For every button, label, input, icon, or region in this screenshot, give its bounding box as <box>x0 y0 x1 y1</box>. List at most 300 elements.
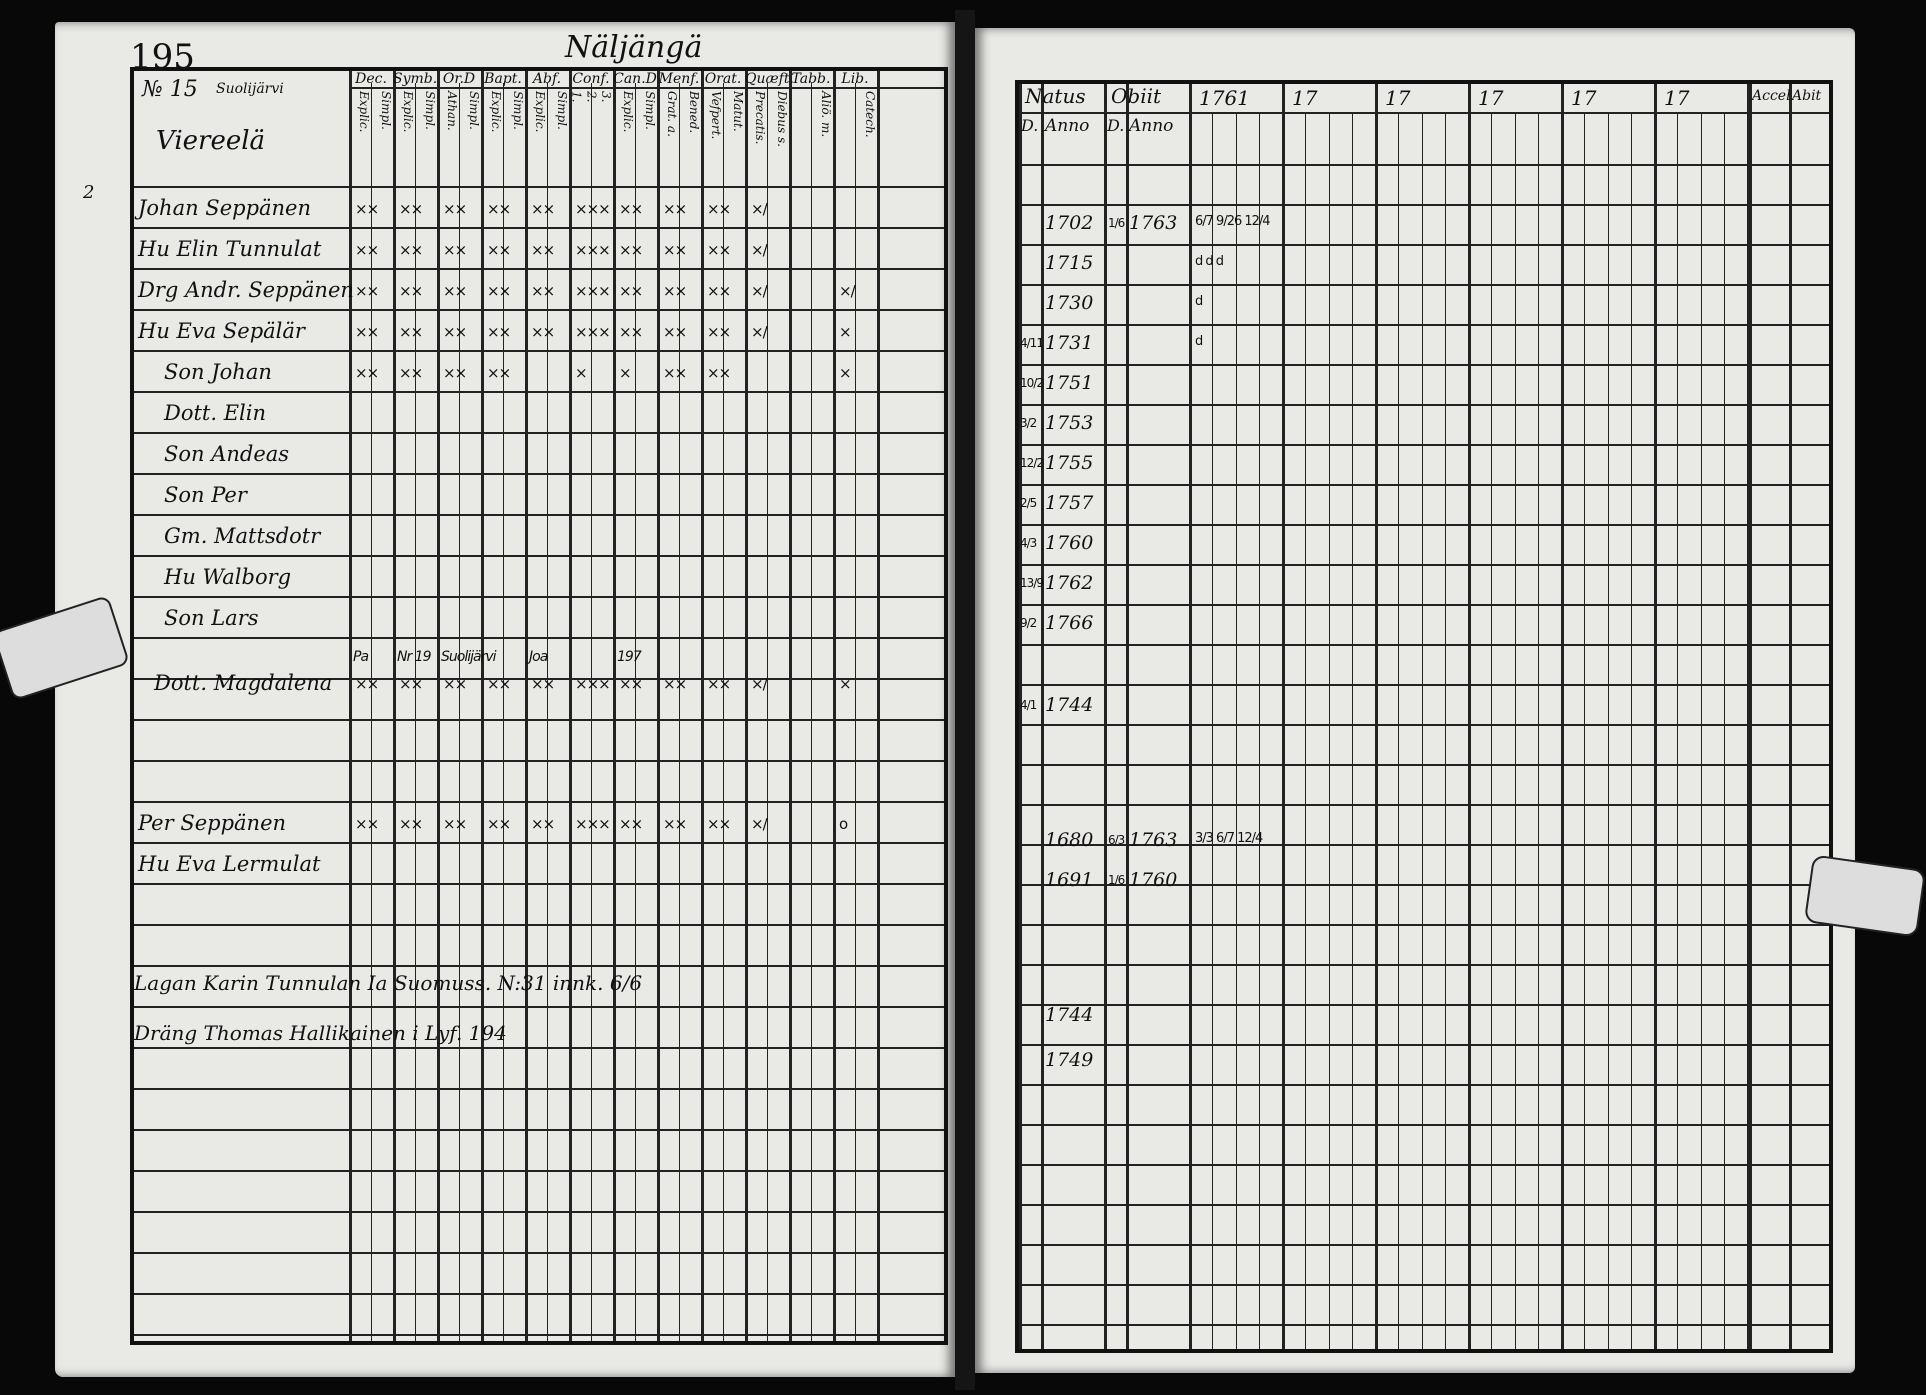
ruled-line <box>1019 1284 1829 1286</box>
column-divider <box>657 71 660 1341</box>
birth-day: 4/11 <box>1020 336 1043 350</box>
ruled-line <box>1019 204 1829 206</box>
subcolumn-divider <box>371 83 372 1341</box>
column-subheader: 3. <box>598 91 613 103</box>
subcolumn-divider <box>1212 112 1213 1349</box>
exam-mark: ×/ <box>751 675 767 693</box>
person-name: Hu Elin Tunnulat <box>138 237 322 261</box>
ruled-line <box>1019 1084 1829 1086</box>
exam-mark: ×× <box>707 323 731 341</box>
accel-header: Accel <box>1752 88 1791 104</box>
column-divider <box>1375 84 1378 1349</box>
subcolumn-divider <box>767 83 768 1341</box>
exam-mark: ×× <box>707 200 731 218</box>
subcolumn-divider <box>1259 112 1260 1349</box>
exam-mark: ×× <box>443 200 467 218</box>
subcolumn-divider <box>679 83 680 1341</box>
column-subheader: Precatis. <box>753 91 767 145</box>
exam-mark: ×× <box>531 200 555 218</box>
day-header: D. <box>1107 116 1125 135</box>
exam-mark: × <box>575 364 587 382</box>
death-year: 1763 <box>1129 829 1178 851</box>
exam-mark: ×× <box>487 282 511 300</box>
exam-mark: ×× <box>355 200 379 218</box>
exam-mark: ×× <box>531 323 555 341</box>
exam-date: 3/3 6/7 12/4 <box>1195 831 1263 846</box>
column-subheader: Explic. <box>357 91 371 133</box>
ruled-line <box>134 965 944 967</box>
year-header: 17 <box>1478 86 1504 110</box>
ruled-line <box>1019 724 1829 726</box>
ruled-line <box>134 350 944 352</box>
birth-year: 1691 <box>1045 869 1094 891</box>
subcolumn-divider <box>591 83 592 1341</box>
subcolumn-divider <box>1236 112 1237 1349</box>
ruled-line <box>1019 644 1829 646</box>
exam-mark: ×× <box>355 323 379 341</box>
exam-mark: ×× <box>663 815 687 833</box>
column-divider <box>569 71 572 1341</box>
exam-mark: ×× <box>707 282 731 300</box>
column-divider <box>745 71 748 1341</box>
right-page <box>975 28 1855 1373</box>
ruled-line <box>134 1129 944 1131</box>
death-year: 1760 <box>1129 869 1178 891</box>
ruled-line <box>134 555 944 557</box>
day-header: D. <box>1021 116 1039 135</box>
birth-day: 4/3 <box>1020 536 1037 550</box>
ruled-line <box>1019 964 1829 966</box>
column-divider <box>437 71 440 1341</box>
book-spine <box>955 10 975 1390</box>
ruled-line <box>1019 444 1829 446</box>
column-header: Can.D <box>613 71 657 87</box>
anno-header: Anno <box>1045 116 1090 136</box>
exam-mark: ×× <box>443 675 467 693</box>
exam-mark: ×× <box>531 815 555 833</box>
exam-mark: ×× <box>487 323 511 341</box>
ruled-line <box>134 1293 944 1295</box>
left-page <box>55 22 955 1377</box>
subcolumn-divider <box>1584 112 1585 1349</box>
exam-mark: ×× <box>531 675 555 693</box>
exam-mark: ×× <box>355 675 379 693</box>
ruled-line <box>1019 364 1829 366</box>
birth-year: 1762 <box>1045 572 1094 594</box>
column-divider <box>349 71 352 1341</box>
person-name: Son Johan <box>164 360 272 384</box>
exam-mark: ×× <box>663 323 687 341</box>
ruled-line <box>1019 404 1829 406</box>
column-subheader: Explic. <box>401 91 415 133</box>
ruled-line <box>134 924 944 926</box>
exam-mark: ×× <box>487 241 511 259</box>
header-separator <box>349 87 944 89</box>
exam-mark: ××× <box>575 282 610 300</box>
page-number: 195 <box>130 37 195 77</box>
column-subheader: Simpl. <box>467 91 481 130</box>
exam-mark: ×× <box>399 675 423 693</box>
ruled-line <box>1019 524 1829 526</box>
exam-mark: ×× <box>663 364 687 382</box>
subcolumn-divider <box>503 83 504 1341</box>
exam-mark: ×× <box>663 282 687 300</box>
exam-date: 6/7 9/26 12/4 <box>1195 214 1270 229</box>
column-subheader: Catech. <box>863 91 877 138</box>
exam-mark: ×× <box>399 200 423 218</box>
person-name: Son Lars <box>164 606 259 630</box>
person-name: Gm. Mattsdotr <box>164 524 321 548</box>
birth-year: 1715 <box>1045 252 1094 274</box>
column-subheader: Diebus s. <box>775 91 789 147</box>
ruled-line <box>134 391 944 393</box>
ruled-line <box>134 637 944 639</box>
person-name: Son Per <box>164 483 247 507</box>
exam-mark: ×× <box>619 282 643 300</box>
ruled-line <box>1019 324 1829 326</box>
subcolumn-divider <box>1701 112 1702 1349</box>
exam-mark: ×× <box>399 815 423 833</box>
column-divider <box>1189 84 1192 1349</box>
birth-day: 12/2 <box>1020 456 1043 470</box>
ruled-line <box>1019 684 1829 686</box>
ruled-line <box>1019 1164 1829 1166</box>
column-subheader: Bened. <box>687 91 701 134</box>
person-name: Per Seppänen <box>138 811 287 835</box>
exam-mark: ×× <box>443 282 467 300</box>
exam-mark: o <box>839 815 848 833</box>
ruled-line <box>134 760 944 762</box>
ruled-line <box>1019 164 1829 166</box>
exam-mark: ×× <box>707 815 731 833</box>
exam-mark: ×× <box>399 364 423 382</box>
subcolumn-divider <box>415 83 416 1341</box>
column-header: Tabb. <box>791 71 831 87</box>
footnote: Lagan Karin Tunnulan Ia Suomuss. N:31 innk. 6/6 <box>134 971 643 995</box>
column-divider <box>1019 84 1022 1349</box>
column-subheader: 2. <box>584 91 599 103</box>
dates-ledger <box>1015 80 1833 1353</box>
annotation: Pa <box>353 649 369 665</box>
subcolumn-divider <box>1724 112 1725 1349</box>
column-divider <box>1104 84 1107 1349</box>
column-header: Conf. <box>572 71 610 87</box>
ruled-line <box>134 227 944 229</box>
ruled-line <box>1019 284 1829 286</box>
birth-year: 1755 <box>1045 452 1094 474</box>
subcolumn-divider <box>1352 112 1353 1349</box>
exam-mark: ×× <box>619 323 643 341</box>
column-subheader: Simpl. <box>423 91 437 130</box>
ruled-line <box>134 1252 944 1254</box>
column-subheader: Aliö. m. <box>819 91 833 138</box>
column-divider <box>789 71 792 1341</box>
exam-mark: ×× <box>487 815 511 833</box>
ruled-line <box>134 883 944 885</box>
ruled-line <box>134 514 944 516</box>
exam-mark: ×× <box>619 675 643 693</box>
subcolumn-divider <box>1422 112 1423 1349</box>
exam-mark: ×/ <box>751 323 767 341</box>
death-day: 6/3 <box>1108 833 1125 847</box>
column-header: Menf. <box>658 71 700 87</box>
birth-year: 1731 <box>1045 332 1094 354</box>
exam-mark: × <box>839 364 851 382</box>
birth-day: 13/9 <box>1020 576 1043 590</box>
column-divider <box>701 71 704 1341</box>
ruled-line <box>134 1047 944 1049</box>
column-header: Orat. <box>704 71 742 87</box>
birth-year: 1757 <box>1045 492 1094 514</box>
column-subheader: Explic. <box>621 91 635 133</box>
column-divider <box>1561 84 1564 1349</box>
subcolumn-divider <box>811 83 812 1341</box>
exam-mark: ××× <box>575 241 610 259</box>
ruled-line <box>134 1088 944 1090</box>
birth-day: 3/2 <box>1020 416 1037 430</box>
ruled-line <box>1019 804 1829 806</box>
ruled-line <box>1019 1204 1829 1206</box>
birth-day: 4/1 <box>1020 698 1037 712</box>
subcolumn-divider <box>459 83 460 1341</box>
ruled-line <box>1019 1244 1829 1246</box>
exam-mark: ×× <box>619 815 643 833</box>
column-subheader: Grat. a. <box>665 91 679 137</box>
subcolumn-divider <box>855 83 856 1341</box>
year-header: 17 <box>1385 86 1411 110</box>
ruled-line <box>134 1170 944 1172</box>
subcolumn-divider <box>723 83 724 1341</box>
subcolumn-divider <box>1329 112 1330 1349</box>
column-subheader: Simpl. <box>643 91 657 130</box>
person-name: Hu Eva Sepälär <box>138 319 305 343</box>
ruled-line <box>134 268 944 270</box>
column-divider <box>525 71 528 1341</box>
year-header: 17 <box>1571 86 1597 110</box>
death-year: 1763 <box>1129 212 1178 234</box>
column-divider <box>1749 84 1752 1349</box>
birth-day: 9/2 <box>1020 616 1037 630</box>
exam-mark: ×× <box>399 323 423 341</box>
header-separator <box>1019 112 1829 114</box>
column-header: Abf. <box>532 71 562 87</box>
birth-year: 1753 <box>1045 412 1094 434</box>
ruled-line <box>134 1006 944 1008</box>
ruled-line <box>134 842 944 844</box>
birth-year: 1702 <box>1045 212 1094 234</box>
exam-mark: ×× <box>443 815 467 833</box>
ruled-line <box>1019 244 1829 246</box>
column-divider <box>613 71 616 1341</box>
exam-mark: ×× <box>443 364 467 382</box>
ruled-line <box>1019 564 1829 566</box>
birth-year: 1760 <box>1045 532 1094 554</box>
column-header: Dec. <box>355 71 387 87</box>
subcolumn-divider <box>1305 112 1306 1349</box>
household-number: № 15 <box>142 77 198 102</box>
person-name: Dott. Elin <box>164 401 266 425</box>
exam-mark: × <box>619 364 631 382</box>
subcolumn-divider <box>1515 112 1516 1349</box>
row-marker: 2 <box>83 182 95 203</box>
exam-mark: ×× <box>663 241 687 259</box>
column-subheader: Matut. <box>731 91 745 132</box>
village-title: Näljängä <box>565 30 703 65</box>
subcolumn-divider <box>547 83 548 1341</box>
column-subheader: Simpl. <box>379 91 393 130</box>
column-header: Or.D <box>442 71 476 87</box>
column-header: Bapt. <box>484 71 522 87</box>
exam-mark: ×× <box>707 675 731 693</box>
ruled-line <box>1019 604 1829 606</box>
exam-mark: ×/ <box>751 815 767 833</box>
column-subheader: 1. <box>569 91 584 103</box>
footnote: Dräng Thomas Hallikainen i Lyf. 194 <box>134 1021 507 1045</box>
subcolumn-divider <box>1631 112 1632 1349</box>
abit-header: Abit <box>1792 88 1822 104</box>
person-name: Hu Eva Lermulat <box>138 852 321 876</box>
natus-header: Natus <box>1025 84 1086 108</box>
birth-year: 1749 <box>1045 1049 1094 1071</box>
annotation: 197 <box>617 649 641 665</box>
exam-mark: ×/ <box>751 282 767 300</box>
column-divider <box>1126 84 1129 1349</box>
exam-mark: ×× <box>487 675 511 693</box>
birth-year: 1751 <box>1045 372 1094 394</box>
ruled-line <box>134 1334 944 1336</box>
exam-date: d d d <box>1195 254 1224 269</box>
subcolumn-divider <box>1677 112 1678 1349</box>
column-divider <box>1789 84 1792 1349</box>
exam-mark: ×× <box>663 200 687 218</box>
column-divider <box>393 71 396 1341</box>
column-subheader: Simpl. <box>555 91 569 130</box>
person-name: Johan Seppänen <box>138 196 312 220</box>
column-divider <box>877 71 880 1341</box>
birth-day: 2/5 <box>1020 496 1037 510</box>
ruled-line <box>134 432 944 434</box>
annotation: Suolijärvi <box>441 649 496 665</box>
exam-mark: ×× <box>707 364 731 382</box>
obiit-header: Obiit <box>1111 84 1162 108</box>
ruled-line <box>134 801 944 803</box>
exam-mark: ×× <box>355 815 379 833</box>
exam-mark: ××× <box>575 675 610 693</box>
farm-name: Viereelä <box>156 126 266 156</box>
exam-mark: ×× <box>663 675 687 693</box>
column-divider <box>1468 84 1471 1349</box>
exam-mark: ××× <box>575 200 610 218</box>
ruled-line <box>134 719 944 721</box>
exam-mark: ×× <box>355 241 379 259</box>
ruled-line <box>134 186 944 188</box>
subcolumn-divider <box>1608 112 1609 1349</box>
column-subheader: Vefpert. <box>709 91 723 140</box>
subcolumn-divider <box>1491 112 1492 1349</box>
exam-date: d <box>1195 294 1203 309</box>
ruled-line <box>1019 924 1829 926</box>
exam-mark: ×× <box>707 241 731 259</box>
person-name: Son Andeas <box>164 442 290 466</box>
birth-year: 1766 <box>1045 612 1094 634</box>
column-subheader: Simpl. <box>511 91 525 130</box>
exam-mark: ×× <box>399 241 423 259</box>
death-day: 1/6 <box>1108 873 1125 887</box>
subcolumn-divider <box>1538 112 1539 1349</box>
homestead-name: Suolijärvi <box>216 81 284 97</box>
column-subheader: Explic. <box>489 91 503 133</box>
birth-year: 1680 <box>1045 829 1094 851</box>
column-header: Quæft. <box>745 71 794 87</box>
ruled-line <box>134 309 944 311</box>
exam-mark: ×× <box>531 282 555 300</box>
catechism-ledger <box>130 67 948 1345</box>
death-day: 1/6 <box>1108 216 1125 230</box>
ruled-line <box>1019 764 1829 766</box>
exam-mark: ×/ <box>751 200 767 218</box>
exam-mark: ×/ <box>839 282 855 300</box>
column-header: Lib. <box>841 71 869 87</box>
subcolumn-divider <box>635 83 636 1341</box>
exam-mark: ××× <box>575 323 610 341</box>
exam-mark: ×× <box>619 241 643 259</box>
ruled-line <box>1019 484 1829 486</box>
year-header: 1761 <box>1199 86 1250 110</box>
birth-year: 1730 <box>1045 292 1094 314</box>
exam-mark: ×× <box>355 364 379 382</box>
exam-mark: × <box>839 675 851 693</box>
exam-mark: ××× <box>575 815 610 833</box>
column-subheader: Athan. <box>445 91 459 131</box>
person-name: Hu Walborg <box>164 565 292 589</box>
annotation: Nr 19 <box>397 649 431 665</box>
ruled-line <box>134 1211 944 1213</box>
exam-date: d <box>1195 334 1203 349</box>
column-header: Symb. <box>393 71 438 87</box>
exam-mark: ×× <box>355 282 379 300</box>
ruled-line <box>134 596 944 598</box>
column-divider <box>481 71 484 1341</box>
anno-header: Anno <box>1129 116 1174 136</box>
column-divider <box>1282 84 1285 1349</box>
column-subheader: Explic. <box>533 91 547 133</box>
exam-mark: ×× <box>487 200 511 218</box>
year-header: 17 <box>1292 86 1318 110</box>
ruled-line <box>1019 1004 1829 1006</box>
exam-mark: ×× <box>619 200 643 218</box>
person-name: Drg Andr. Seppänen <box>138 278 354 302</box>
subcolumn-divider <box>1445 112 1446 1349</box>
birth-year: 1744 <box>1045 1004 1094 1026</box>
column-divider <box>833 71 836 1341</box>
birth-year: 1744 <box>1045 694 1094 716</box>
person-name: Dott. Magdalena <box>154 671 333 695</box>
ruled-line <box>134 473 944 475</box>
ruled-line <box>1019 1324 1829 1326</box>
column-divider <box>1041 84 1044 1349</box>
annotation: Joa <box>529 649 548 665</box>
exam-mark: ×× <box>487 364 511 382</box>
exam-mark: ×/ <box>751 241 767 259</box>
ruled-line <box>1019 1044 1829 1046</box>
ruled-line <box>1019 1124 1829 1126</box>
exam-mark: ×× <box>531 241 555 259</box>
year-header: 17 <box>1664 86 1690 110</box>
subcolumn-divider <box>1398 112 1399 1349</box>
exam-mark: ×× <box>443 241 467 259</box>
exam-mark: ×× <box>399 282 423 300</box>
exam-mark: ×× <box>443 323 467 341</box>
